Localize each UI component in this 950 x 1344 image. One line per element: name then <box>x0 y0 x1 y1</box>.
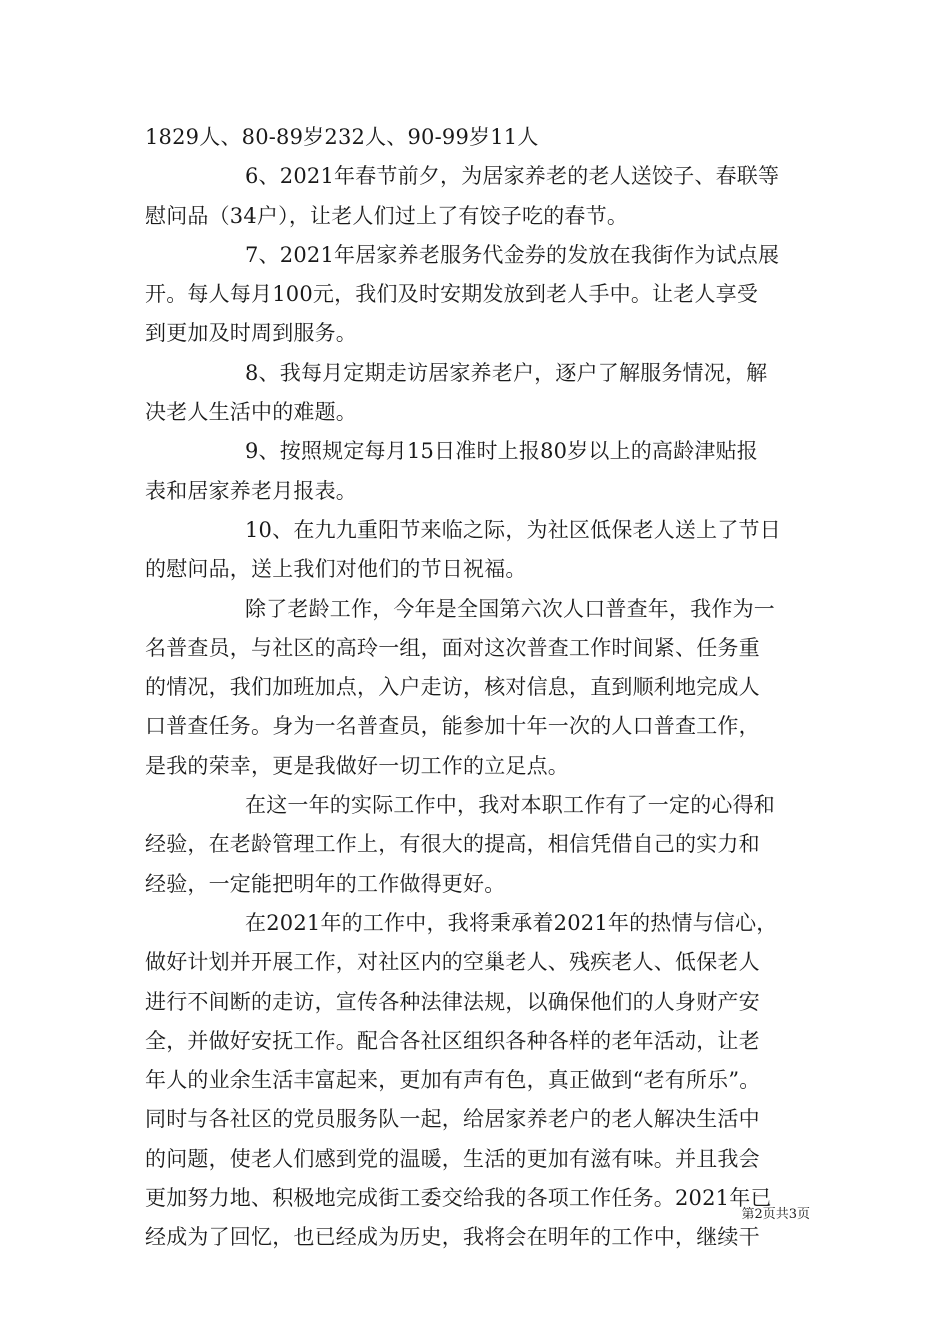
text-line: 1829人、80-89岁232人、90-99岁11人 <box>145 125 539 149</box>
text-line: 同时与各社区的党员服务队一起，给居家养老户的老人解决生活中 <box>145 1107 760 1132</box>
text-line: 表和居家养老月报表。 <box>145 478 357 503</box>
text-line: 开。每人每月100元，我们及时安期发放到老人手中。让老人享受 <box>145 282 759 307</box>
text-line: 6、2021年春节前夕，为居家养老的老人送饺子、春联等 <box>245 164 780 189</box>
text-line: 8、我每月定期走访居家养老户，逐户了解服务情况，解 <box>245 360 768 385</box>
text-line: 口普查任务。身为一名普查员，能参加十年一次的人口普查工作， <box>145 714 760 739</box>
text-line: 在这一年的实际工作中，我对本职工作有了一定的心得和 <box>245 793 775 818</box>
text-line: 全，并做好安抚工作。配合各社区组织各种各样的老年活动，让老 <box>145 1028 760 1053</box>
text-line: 年人的业余生活丰富起来，更加有声有色，真正做到“老有所乐”。 <box>145 1068 761 1093</box>
text-line: 慰问品（34户），让老人们过上了有饺子吃的春节。 <box>145 203 629 228</box>
text-line: 经成为了回忆，也已经成为历史，我将会在明年的工作中，继续干 <box>145 1225 760 1250</box>
text-line: 的情况，我们加班加点，入户走访，核对信息，直到顺利地完成人 <box>145 675 760 700</box>
text-line: 10、在九九重阳节来临之际，为社区低保老人送上了节日 <box>245 517 781 542</box>
text-line: 的慰问品，送上我们对他们的节日祝福。 <box>145 557 527 582</box>
text-line: 是我的荣幸，更是我做好一切工作的立足点。 <box>145 753 569 778</box>
text-line: 除了老龄工作，今年是全国第六次人口普查年，我作为一 <box>245 596 775 621</box>
text-line: 决老人生活中的难题。 <box>145 400 357 425</box>
text-line: 更加努力地、积极地完成街工委交给我的各项工作任务。2021年已 <box>145 1186 772 1211</box>
page-number: 第2页共3页 <box>741 1207 810 1222</box>
text-line: 经验，在老龄管理工作上，有很大的提高，相信凭借自己的实力和 <box>145 832 760 857</box>
text-line: 到更加及时周到服务。 <box>145 321 357 346</box>
text-line: 7、2021年居家养老服务代金券的发放在我街作为试点展 <box>245 242 780 267</box>
text-line: 进行不间断的走访，宣传各种法律法规，以确保他们的人身财产安 <box>145 989 760 1014</box>
text-line: 在2021年的工作中，我将秉承着2021年的热情与信心， <box>245 910 778 935</box>
text-line: 经验，一定能把明年的工作做得更好。 <box>145 871 506 896</box>
text-line: 名普查员，与社区的高玲一组，面对这次普查工作时间紧、任务重 <box>145 635 760 660</box>
text-line: 9、按照规定每月15日准时上报80岁以上的高龄津贴报 <box>245 439 759 464</box>
text-line: 做好计划并开展工作，对社区内的空巢老人、残疾老人、低保老人 <box>145 950 760 975</box>
text-line: 的问题，使老人们感到党的温暖，生活的更加有滋有味。并且我会 <box>145 1146 760 1171</box>
document-body <box>145 118 810 1258</box>
